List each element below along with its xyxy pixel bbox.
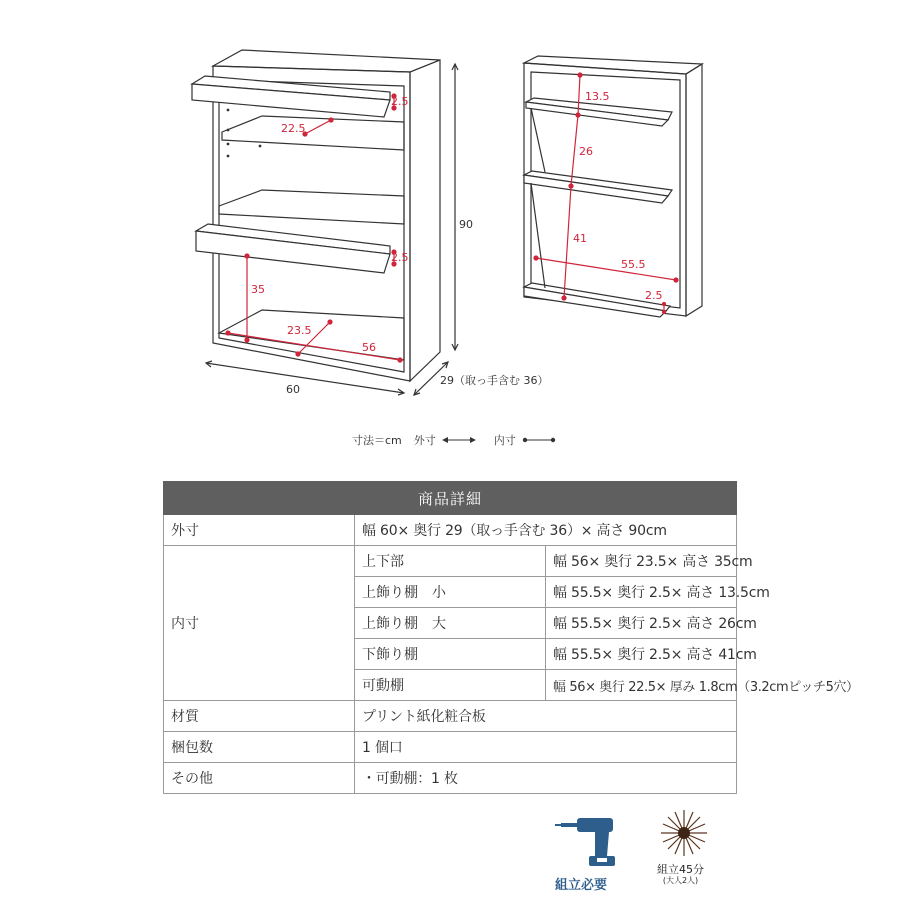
- other-value: ・可動棚：1 枚: [355, 763, 737, 794]
- inner-row-name: 下飾り棚: [355, 639, 546, 670]
- inner-row-name: 上飾り棚 大: [355, 608, 546, 639]
- assembly-time-label: 組立45分: [657, 863, 704, 876]
- unit-legend: [352, 432, 556, 448]
- outer-size-value: 幅 60× 奥行 29（取っ手含む 36）× 高さ 90cm: [355, 515, 737, 546]
- assembly-icons: [545, 808, 745, 900]
- other-label: その他: [164, 763, 355, 794]
- table-row: [164, 546, 737, 577]
- outer-size-label: 外寸: [164, 515, 355, 546]
- depth-label: 29（取っ手含む 36）: [440, 374, 549, 387]
- dot-line-icon: [522, 436, 556, 444]
- table-row: [164, 763, 737, 794]
- side-top-label: 13.5: [585, 90, 610, 103]
- inner-depth-label: 23.5: [287, 324, 312, 337]
- side-width-label: 55.5: [621, 258, 646, 271]
- table-row: [164, 701, 737, 732]
- inner-height-label: 35: [251, 283, 265, 296]
- inner-row-name: 上飾り棚 小: [355, 577, 546, 608]
- assembly-required-label: 組立必要: [555, 878, 608, 893]
- double-arrow-icon: [442, 436, 476, 444]
- table-row: [164, 732, 737, 763]
- package-label: 梱包数: [164, 732, 355, 763]
- inner-row-name: 上下部: [355, 546, 546, 577]
- side-middle-label: 26: [579, 145, 593, 158]
- material-label: 材質: [164, 701, 355, 732]
- outer-legend-text: 外寸: [413, 434, 436, 447]
- side-depth-label: 2.5: [645, 289, 663, 302]
- material-value: プリント紙化粧合板: [355, 701, 737, 732]
- assembly-time: [657, 864, 704, 886]
- table-title: 商品詳細: [164, 482, 737, 515]
- inner-row-name: 可動棚: [355, 670, 546, 701]
- assembly-people-label: (大人2人): [662, 876, 699, 885]
- inner-legend-text: 内寸: [493, 434, 516, 447]
- table-row: [164, 515, 737, 546]
- height-label: 90: [459, 218, 473, 231]
- upper-handle-label: 2.5: [391, 95, 409, 108]
- unit-text: 寸法＝cm: [352, 434, 402, 447]
- front-inner-dimensions: [226, 94, 402, 362]
- inner-row-value: 幅 55.5× 奥行 2.5× 高さ 13.5cm: [546, 577, 737, 608]
- lower-handle-label: 2.5: [391, 251, 409, 264]
- inner-width-label: 56: [362, 341, 376, 354]
- inner-row-value: 幅 55.5× 奥行 2.5× 高さ 41cm: [546, 639, 737, 670]
- inner-row-value: 幅 55.5× 奥行 2.5× 高さ 26cm: [546, 608, 737, 639]
- shelf-depth-label: 22.5: [281, 122, 306, 135]
- inner-size-label: 内寸: [164, 546, 355, 701]
- inner-row-value: 幅 56× 奥行 22.5× 厚み 1.8cm（3.2cmピッチ5穴）: [546, 670, 737, 701]
- inner-row-value: 幅 56× 奥行 23.5× 高さ 35cm: [546, 546, 737, 577]
- burst-icon: [659, 808, 709, 858]
- product-details-table: [163, 481, 859, 794]
- drill-icon: [555, 812, 625, 872]
- width-label: 60: [286, 383, 300, 396]
- side-bottom-label: 41: [573, 232, 587, 245]
- package-value: 1 個口: [355, 732, 737, 763]
- front-perspective-drawing: [192, 50, 458, 395]
